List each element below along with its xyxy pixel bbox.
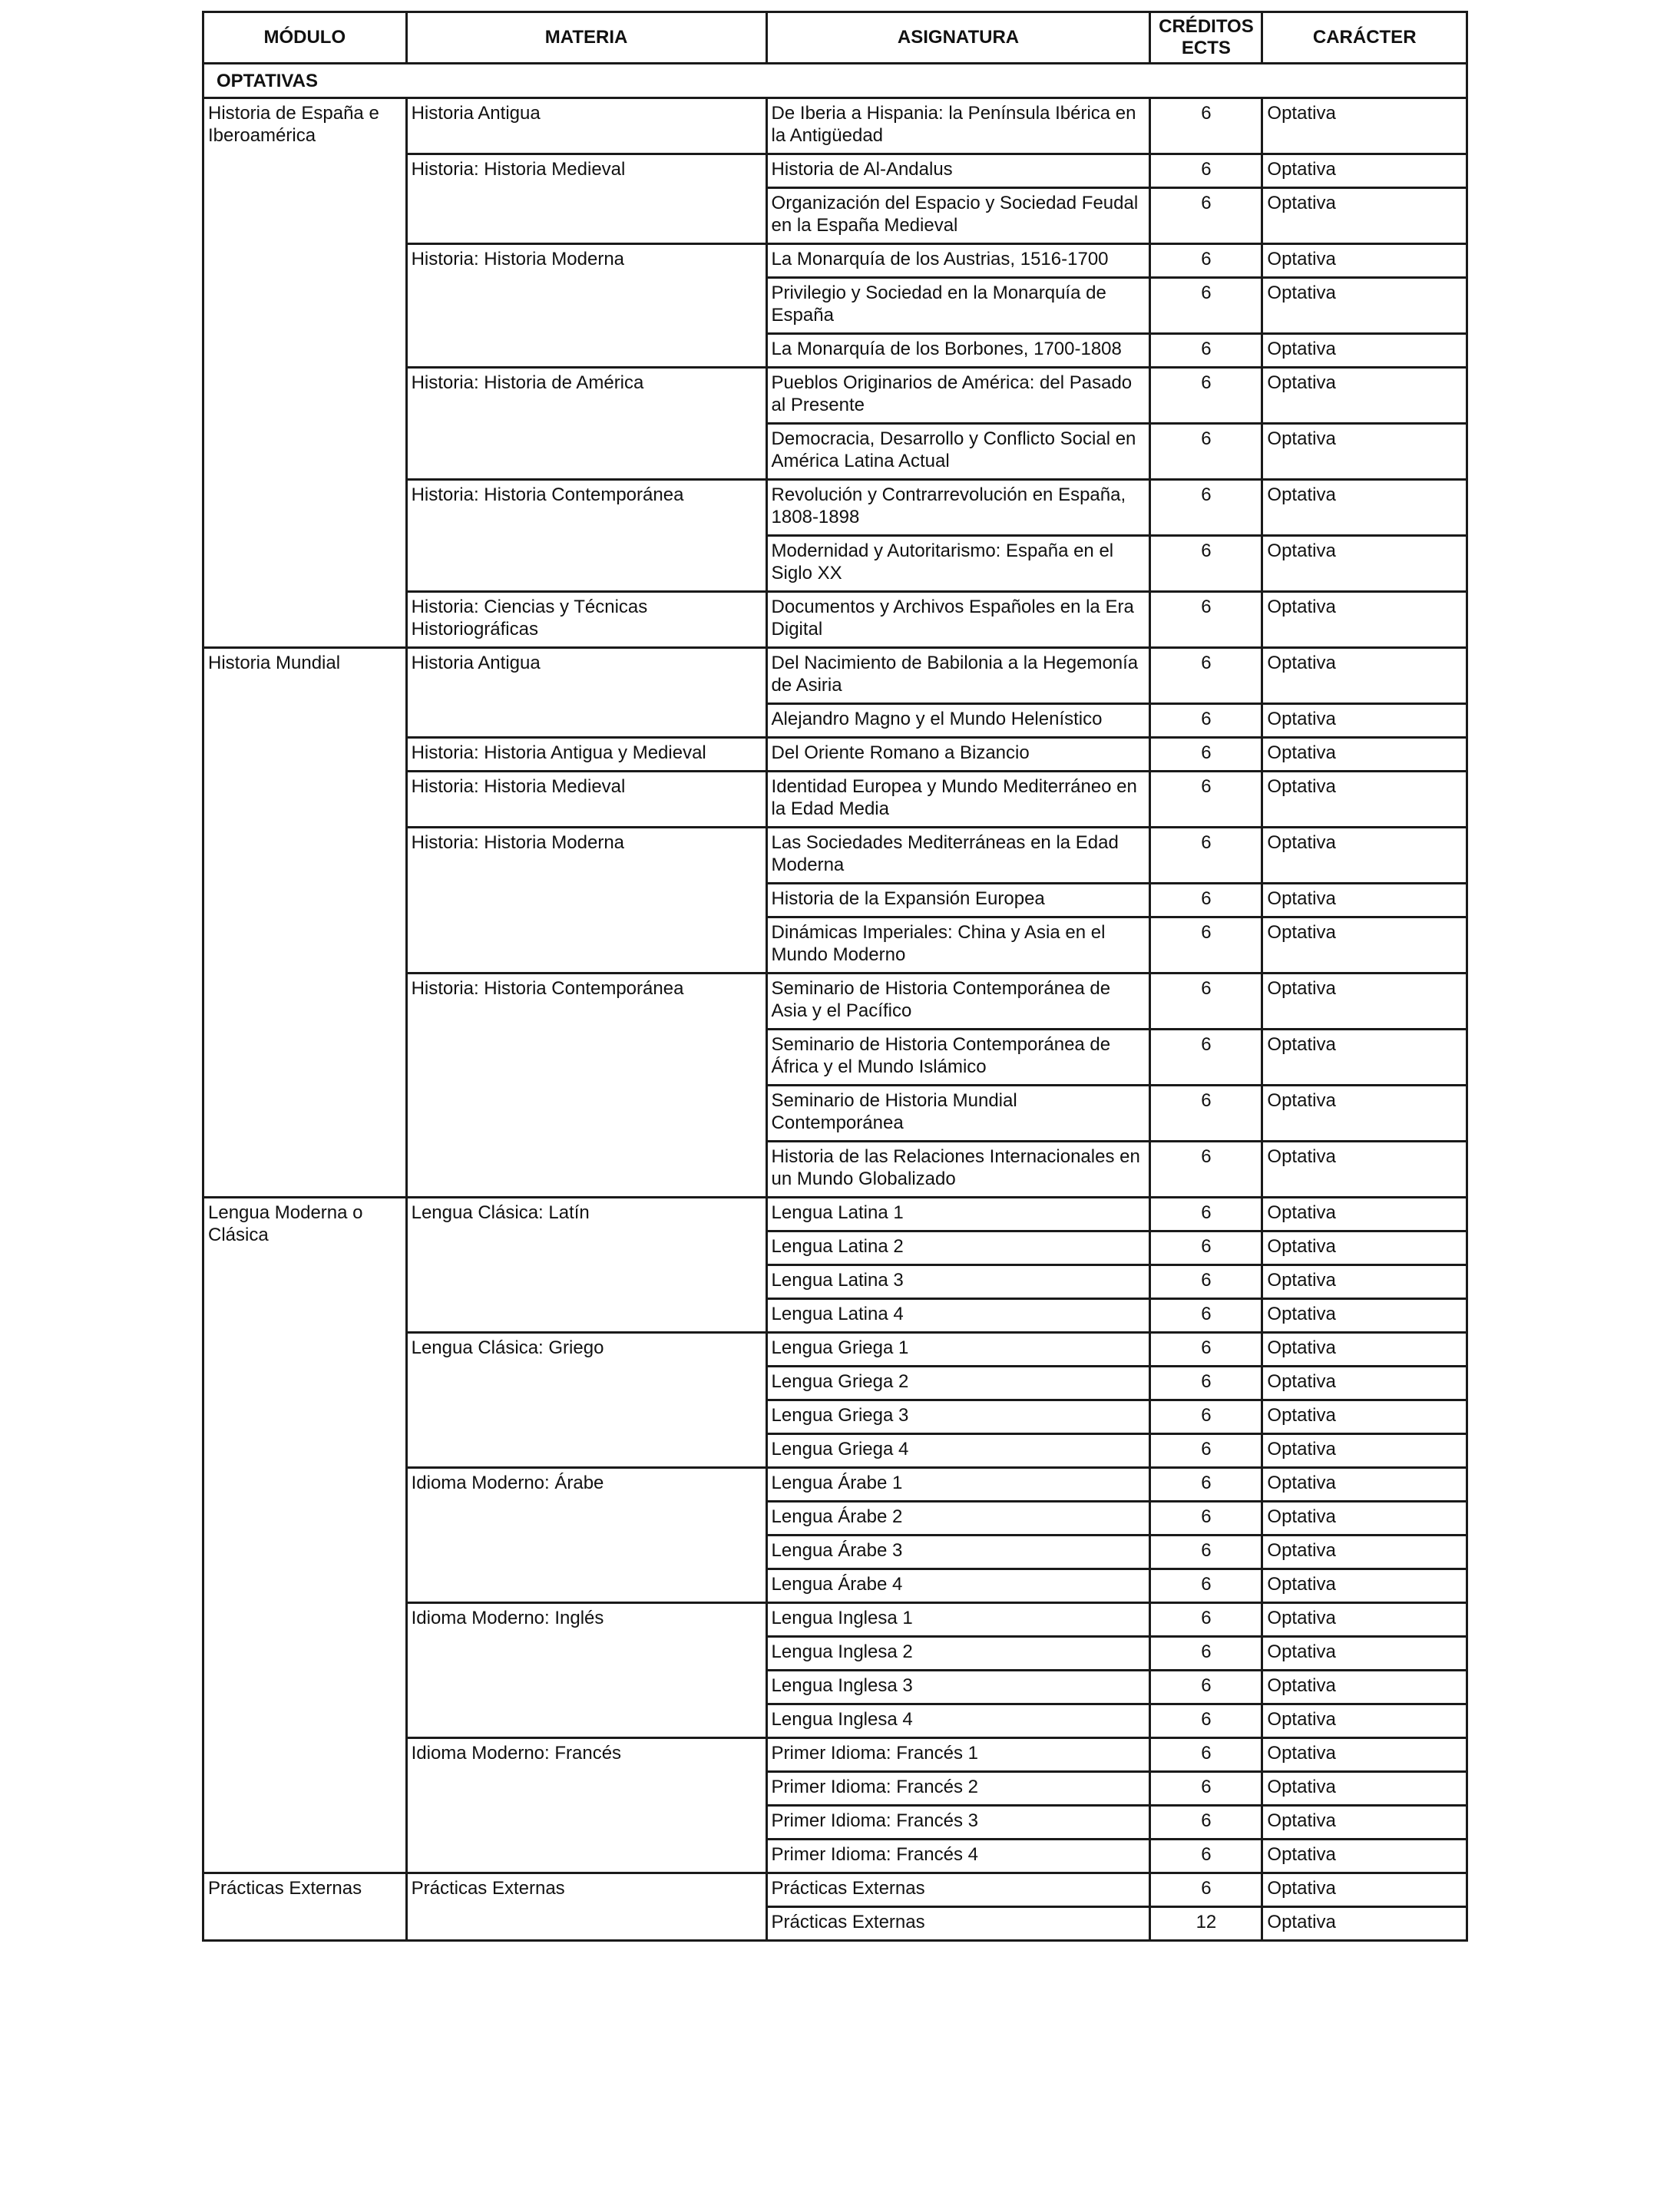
creditos-cell: 6 bbox=[1150, 188, 1262, 244]
creditos-cell: 6 bbox=[1150, 592, 1262, 648]
materia-cell: Historia: Historia Moderna bbox=[406, 828, 766, 974]
caracter-cell: Optativa bbox=[1262, 424, 1467, 480]
asignatura-cell: Lengua Inglesa 3 bbox=[766, 1671, 1150, 1704]
asignatura-cell: Del Oriente Romano a Bizancio bbox=[766, 738, 1150, 772]
asignatura-cell: Pueblos Originarios de América: del Pasado al Presente bbox=[766, 368, 1150, 424]
caracter-cell: Optativa bbox=[1262, 480, 1467, 536]
asignatura-cell: Privilegio y Sociedad en la Monarquía de España bbox=[766, 278, 1150, 334]
materia-cell: Prácticas Externas bbox=[406, 1873, 766, 1941]
asignatura-cell: Lengua Inglesa 2 bbox=[766, 1637, 1150, 1671]
caracter-cell: Optativa bbox=[1262, 1333, 1467, 1367]
asignatura-cell: Lengua Latina 2 bbox=[766, 1231, 1150, 1265]
caracter-cell: Optativa bbox=[1262, 1265, 1467, 1299]
asignatura-cell: Lengua Inglesa 1 bbox=[766, 1603, 1150, 1637]
creditos-cell: 6 bbox=[1150, 1030, 1262, 1086]
caracter-cell: Optativa bbox=[1262, 334, 1467, 368]
caracter-cell: Optativa bbox=[1262, 1299, 1467, 1333]
modulo-cell: Historia Mundial bbox=[203, 648, 407, 1198]
caracter-cell: Optativa bbox=[1262, 1198, 1467, 1231]
asignatura-cell: Lengua Latina 4 bbox=[766, 1299, 1150, 1333]
asignatura-cell: La Monarquía de los Borbones, 1700-1808 bbox=[766, 334, 1150, 368]
creditos-cell: 6 bbox=[1150, 368, 1262, 424]
materia-cell: Historia: Historia Contemporánea bbox=[406, 974, 766, 1198]
asignatura-cell: Seminario de Historia Contemporánea de África y el Mundo Islámico bbox=[766, 1030, 1150, 1086]
caracter-cell: Optativa bbox=[1262, 1086, 1467, 1142]
creditos-cell: 6 bbox=[1150, 536, 1262, 592]
caracter-cell: Optativa bbox=[1262, 1704, 1467, 1738]
caracter-cell: Optativa bbox=[1262, 704, 1467, 738]
asignatura-cell: Lengua Árabe 1 bbox=[766, 1468, 1150, 1502]
asignatura-cell: Revolución y Contrarrevolución en España, 1808-1898 bbox=[766, 480, 1150, 536]
caracter-cell: Optativa bbox=[1262, 1502, 1467, 1536]
caracter-cell: Optativa bbox=[1262, 1400, 1467, 1434]
creditos-cell: 6 bbox=[1150, 648, 1262, 704]
creditos-cell: 6 bbox=[1150, 1333, 1262, 1367]
caracter-cell: Optativa bbox=[1262, 974, 1467, 1030]
asignatura-cell: Seminario de Historia Mundial Contemporánea bbox=[766, 1086, 1150, 1142]
asignatura-cell: La Monarquía de los Austrias, 1516-1700 bbox=[766, 244, 1150, 278]
asignatura-cell: Primer Idioma: Francés 1 bbox=[766, 1738, 1150, 1772]
header-modulo: MÓDULO bbox=[203, 12, 407, 64]
asignatura-cell: Dinámicas Imperiales: China y Asia en el Mundo Moderno bbox=[766, 917, 1150, 974]
header-caracter: CARÁCTER bbox=[1262, 12, 1467, 64]
header-materia: MATERIA bbox=[406, 12, 766, 64]
asignatura-cell: Documentos y Archivos Españoles en la Era Digital bbox=[766, 592, 1150, 648]
materia-cell: Lengua Clásica: Latín bbox=[406, 1198, 766, 1333]
caracter-cell: Optativa bbox=[1262, 1840, 1467, 1873]
creditos-cell: 6 bbox=[1150, 772, 1262, 828]
caracter-cell: Optativa bbox=[1262, 884, 1467, 917]
creditos-cell: 6 bbox=[1150, 917, 1262, 974]
asignatura-cell: Lengua Latina 1 bbox=[766, 1198, 1150, 1231]
materia-cell: Historia: Historia Medieval bbox=[406, 154, 766, 244]
table-row bbox=[203, 1873, 1467, 1907]
optativas-table bbox=[202, 11, 1468, 1942]
caracter-cell: Optativa bbox=[1262, 188, 1467, 244]
asignatura-cell: Lengua Inglesa 4 bbox=[766, 1704, 1150, 1738]
materia-cell: Historia: Historia Medieval bbox=[406, 772, 766, 828]
creditos-cell: 6 bbox=[1150, 244, 1262, 278]
asignatura-cell: Las Sociedades Mediterráneas en la Edad Moderna bbox=[766, 828, 1150, 884]
creditos-cell: 6 bbox=[1150, 1704, 1262, 1738]
modulo-cell: Historia de España e Iberoamérica bbox=[203, 98, 407, 648]
caracter-cell: Optativa bbox=[1262, 1806, 1467, 1840]
asignatura-cell: Lengua Latina 3 bbox=[766, 1265, 1150, 1299]
creditos-cell: 6 bbox=[1150, 1840, 1262, 1873]
asignatura-cell: Identidad Europea y Mundo Mediterráneo en la Edad Media bbox=[766, 772, 1150, 828]
asignatura-cell: Historia de las Relaciones Internacionales en un Mundo Globalizado bbox=[766, 1142, 1150, 1198]
asignatura-cell: De Iberia a Hispania: la Península Ibérica en la Antigüedad bbox=[766, 98, 1150, 154]
materia-cell: Historia: Historia Antigua y Medieval bbox=[406, 738, 766, 772]
creditos-cell: 6 bbox=[1150, 480, 1262, 536]
asignatura-cell: Lengua Árabe 2 bbox=[766, 1502, 1150, 1536]
modulo-cell: Prácticas Externas bbox=[203, 1873, 407, 1941]
asignatura-cell: Del Nacimiento de Babilonia a la Hegemonía de Asiria bbox=[766, 648, 1150, 704]
creditos-cell: 6 bbox=[1150, 704, 1262, 738]
caracter-cell: Optativa bbox=[1262, 1468, 1467, 1502]
materia-cell: Historia: Ciencias y Técnicas Historiográficas bbox=[406, 592, 766, 648]
asignatura-cell: Primer Idioma: Francés 3 bbox=[766, 1806, 1150, 1840]
materia-cell: Lengua Clásica: Griego bbox=[406, 1333, 766, 1468]
caracter-cell: Optativa bbox=[1262, 1569, 1467, 1603]
materia-cell: Idioma Moderno: Francés bbox=[406, 1738, 766, 1873]
caracter-cell: Optativa bbox=[1262, 828, 1467, 884]
materia-cell: Historia Antigua bbox=[406, 648, 766, 738]
asignatura-cell: Historia de Al-Andalus bbox=[766, 154, 1150, 188]
materia-cell: Historia: Historia Contemporánea bbox=[406, 480, 766, 592]
caracter-cell: Optativa bbox=[1262, 1536, 1467, 1569]
modulo-cell: Lengua Moderna o Clásica bbox=[203, 1198, 407, 1873]
creditos-cell: 6 bbox=[1150, 1637, 1262, 1671]
materia-cell: Idioma Moderno: Inglés bbox=[406, 1603, 766, 1738]
caracter-cell: Optativa bbox=[1262, 592, 1467, 648]
asignatura-cell: Historia de la Expansión Europea bbox=[766, 884, 1150, 917]
table-body bbox=[203, 64, 1467, 1941]
asignatura-cell: Prácticas Externas bbox=[766, 1873, 1150, 1907]
asignatura-cell: Lengua Griega 1 bbox=[766, 1333, 1150, 1367]
materia-cell: Historia: Historia Moderna bbox=[406, 244, 766, 368]
creditos-cell: 6 bbox=[1150, 1536, 1262, 1569]
asignatura-cell: Lengua Árabe 3 bbox=[766, 1536, 1150, 1569]
asignatura-cell: Prácticas Externas bbox=[766, 1907, 1150, 1941]
creditos-cell: 6 bbox=[1150, 974, 1262, 1030]
caracter-cell: Optativa bbox=[1262, 244, 1467, 278]
asignatura-cell: Seminario de Historia Contemporánea de Asia y el Pacífico bbox=[766, 974, 1150, 1030]
caracter-cell: Optativa bbox=[1262, 1738, 1467, 1772]
asignatura-cell: Lengua Griega 4 bbox=[766, 1434, 1150, 1468]
asignatura-cell: Primer Idioma: Francés 4 bbox=[766, 1840, 1150, 1873]
caracter-cell: Optativa bbox=[1262, 368, 1467, 424]
asignatura-cell: Alejandro Magno y el Mundo Helenístico bbox=[766, 704, 1150, 738]
caracter-cell: Optativa bbox=[1262, 1873, 1467, 1907]
caracter-cell: Optativa bbox=[1262, 1603, 1467, 1637]
caracter-cell: Optativa bbox=[1262, 772, 1467, 828]
creditos-cell: 6 bbox=[1150, 738, 1262, 772]
section-title: OPTATIVAS bbox=[203, 64, 1467, 98]
creditos-cell: 6 bbox=[1150, 278, 1262, 334]
materia-cell: Idioma Moderno: Árabe bbox=[406, 1468, 766, 1603]
caracter-cell: Optativa bbox=[1262, 1907, 1467, 1941]
creditos-cell: 6 bbox=[1150, 424, 1262, 480]
caracter-cell: Optativa bbox=[1262, 917, 1467, 974]
creditos-cell: 6 bbox=[1150, 98, 1262, 154]
creditos-cell: 6 bbox=[1150, 1502, 1262, 1536]
creditos-cell: 6 bbox=[1150, 1400, 1262, 1434]
asignatura-cell: Democracia, Desarrollo y Conflicto Social en América Latina Actual bbox=[766, 424, 1150, 480]
header-creditos: CRÉDITOS ECTS bbox=[1150, 12, 1262, 64]
creditos-cell: 6 bbox=[1150, 1873, 1262, 1907]
asignatura-cell: Modernidad y Autoritarismo: España en el Siglo XX bbox=[766, 536, 1150, 592]
section-row bbox=[203, 64, 1467, 98]
caracter-cell: Optativa bbox=[1262, 536, 1467, 592]
caracter-cell: Optativa bbox=[1262, 1142, 1467, 1198]
table-row bbox=[203, 98, 1467, 154]
header-asignatura: ASIGNATURA bbox=[766, 12, 1150, 64]
creditos-cell: 6 bbox=[1150, 154, 1262, 188]
creditos-cell: 6 bbox=[1150, 1468, 1262, 1502]
creditos-cell: 6 bbox=[1150, 1142, 1262, 1198]
materia-cell: Historia: Historia de América bbox=[406, 368, 766, 480]
creditos-cell: 6 bbox=[1150, 1231, 1262, 1265]
creditos-cell: 6 bbox=[1150, 1086, 1262, 1142]
header-row bbox=[203, 12, 1467, 64]
creditos-cell: 6 bbox=[1150, 1198, 1262, 1231]
creditos-cell: 6 bbox=[1150, 1569, 1262, 1603]
creditos-cell: 12 bbox=[1150, 1907, 1262, 1941]
asignatura-cell: Lengua Árabe 4 bbox=[766, 1569, 1150, 1603]
asignatura-cell: Lengua Griega 3 bbox=[766, 1400, 1150, 1434]
caracter-cell: Optativa bbox=[1262, 278, 1467, 334]
caracter-cell: Optativa bbox=[1262, 738, 1467, 772]
creditos-cell: 6 bbox=[1150, 1367, 1262, 1400]
creditos-cell: 6 bbox=[1150, 1265, 1262, 1299]
caracter-cell: Optativa bbox=[1262, 154, 1467, 188]
materia-cell: Historia Antigua bbox=[406, 98, 766, 154]
creditos-cell: 6 bbox=[1150, 1738, 1262, 1772]
creditos-cell: 6 bbox=[1150, 1772, 1262, 1806]
caracter-cell: Optativa bbox=[1262, 1671, 1467, 1704]
creditos-cell: 6 bbox=[1150, 1806, 1262, 1840]
caracter-cell: Optativa bbox=[1262, 1434, 1467, 1468]
asignatura-cell: Organización del Espacio y Sociedad Feudal en la España Medieval bbox=[766, 188, 1150, 244]
caracter-cell: Optativa bbox=[1262, 1772, 1467, 1806]
table-row bbox=[203, 1198, 1467, 1231]
creditos-cell: 6 bbox=[1150, 1671, 1262, 1704]
creditos-cell: 6 bbox=[1150, 1434, 1262, 1468]
caracter-cell: Optativa bbox=[1262, 1231, 1467, 1265]
table-row bbox=[203, 648, 1467, 704]
creditos-cell: 6 bbox=[1150, 1299, 1262, 1333]
caracter-cell: Optativa bbox=[1262, 648, 1467, 704]
creditos-cell: 6 bbox=[1150, 1603, 1262, 1637]
caracter-cell: Optativa bbox=[1262, 1637, 1467, 1671]
asignatura-cell: Primer Idioma: Francés 2 bbox=[766, 1772, 1150, 1806]
creditos-cell: 6 bbox=[1150, 884, 1262, 917]
caracter-cell: Optativa bbox=[1262, 1030, 1467, 1086]
creditos-cell: 6 bbox=[1150, 334, 1262, 368]
asignatura-cell: Lengua Griega 2 bbox=[766, 1367, 1150, 1400]
caracter-cell: Optativa bbox=[1262, 1367, 1467, 1400]
caracter-cell: Optativa bbox=[1262, 98, 1467, 154]
creditos-cell: 6 bbox=[1150, 828, 1262, 884]
